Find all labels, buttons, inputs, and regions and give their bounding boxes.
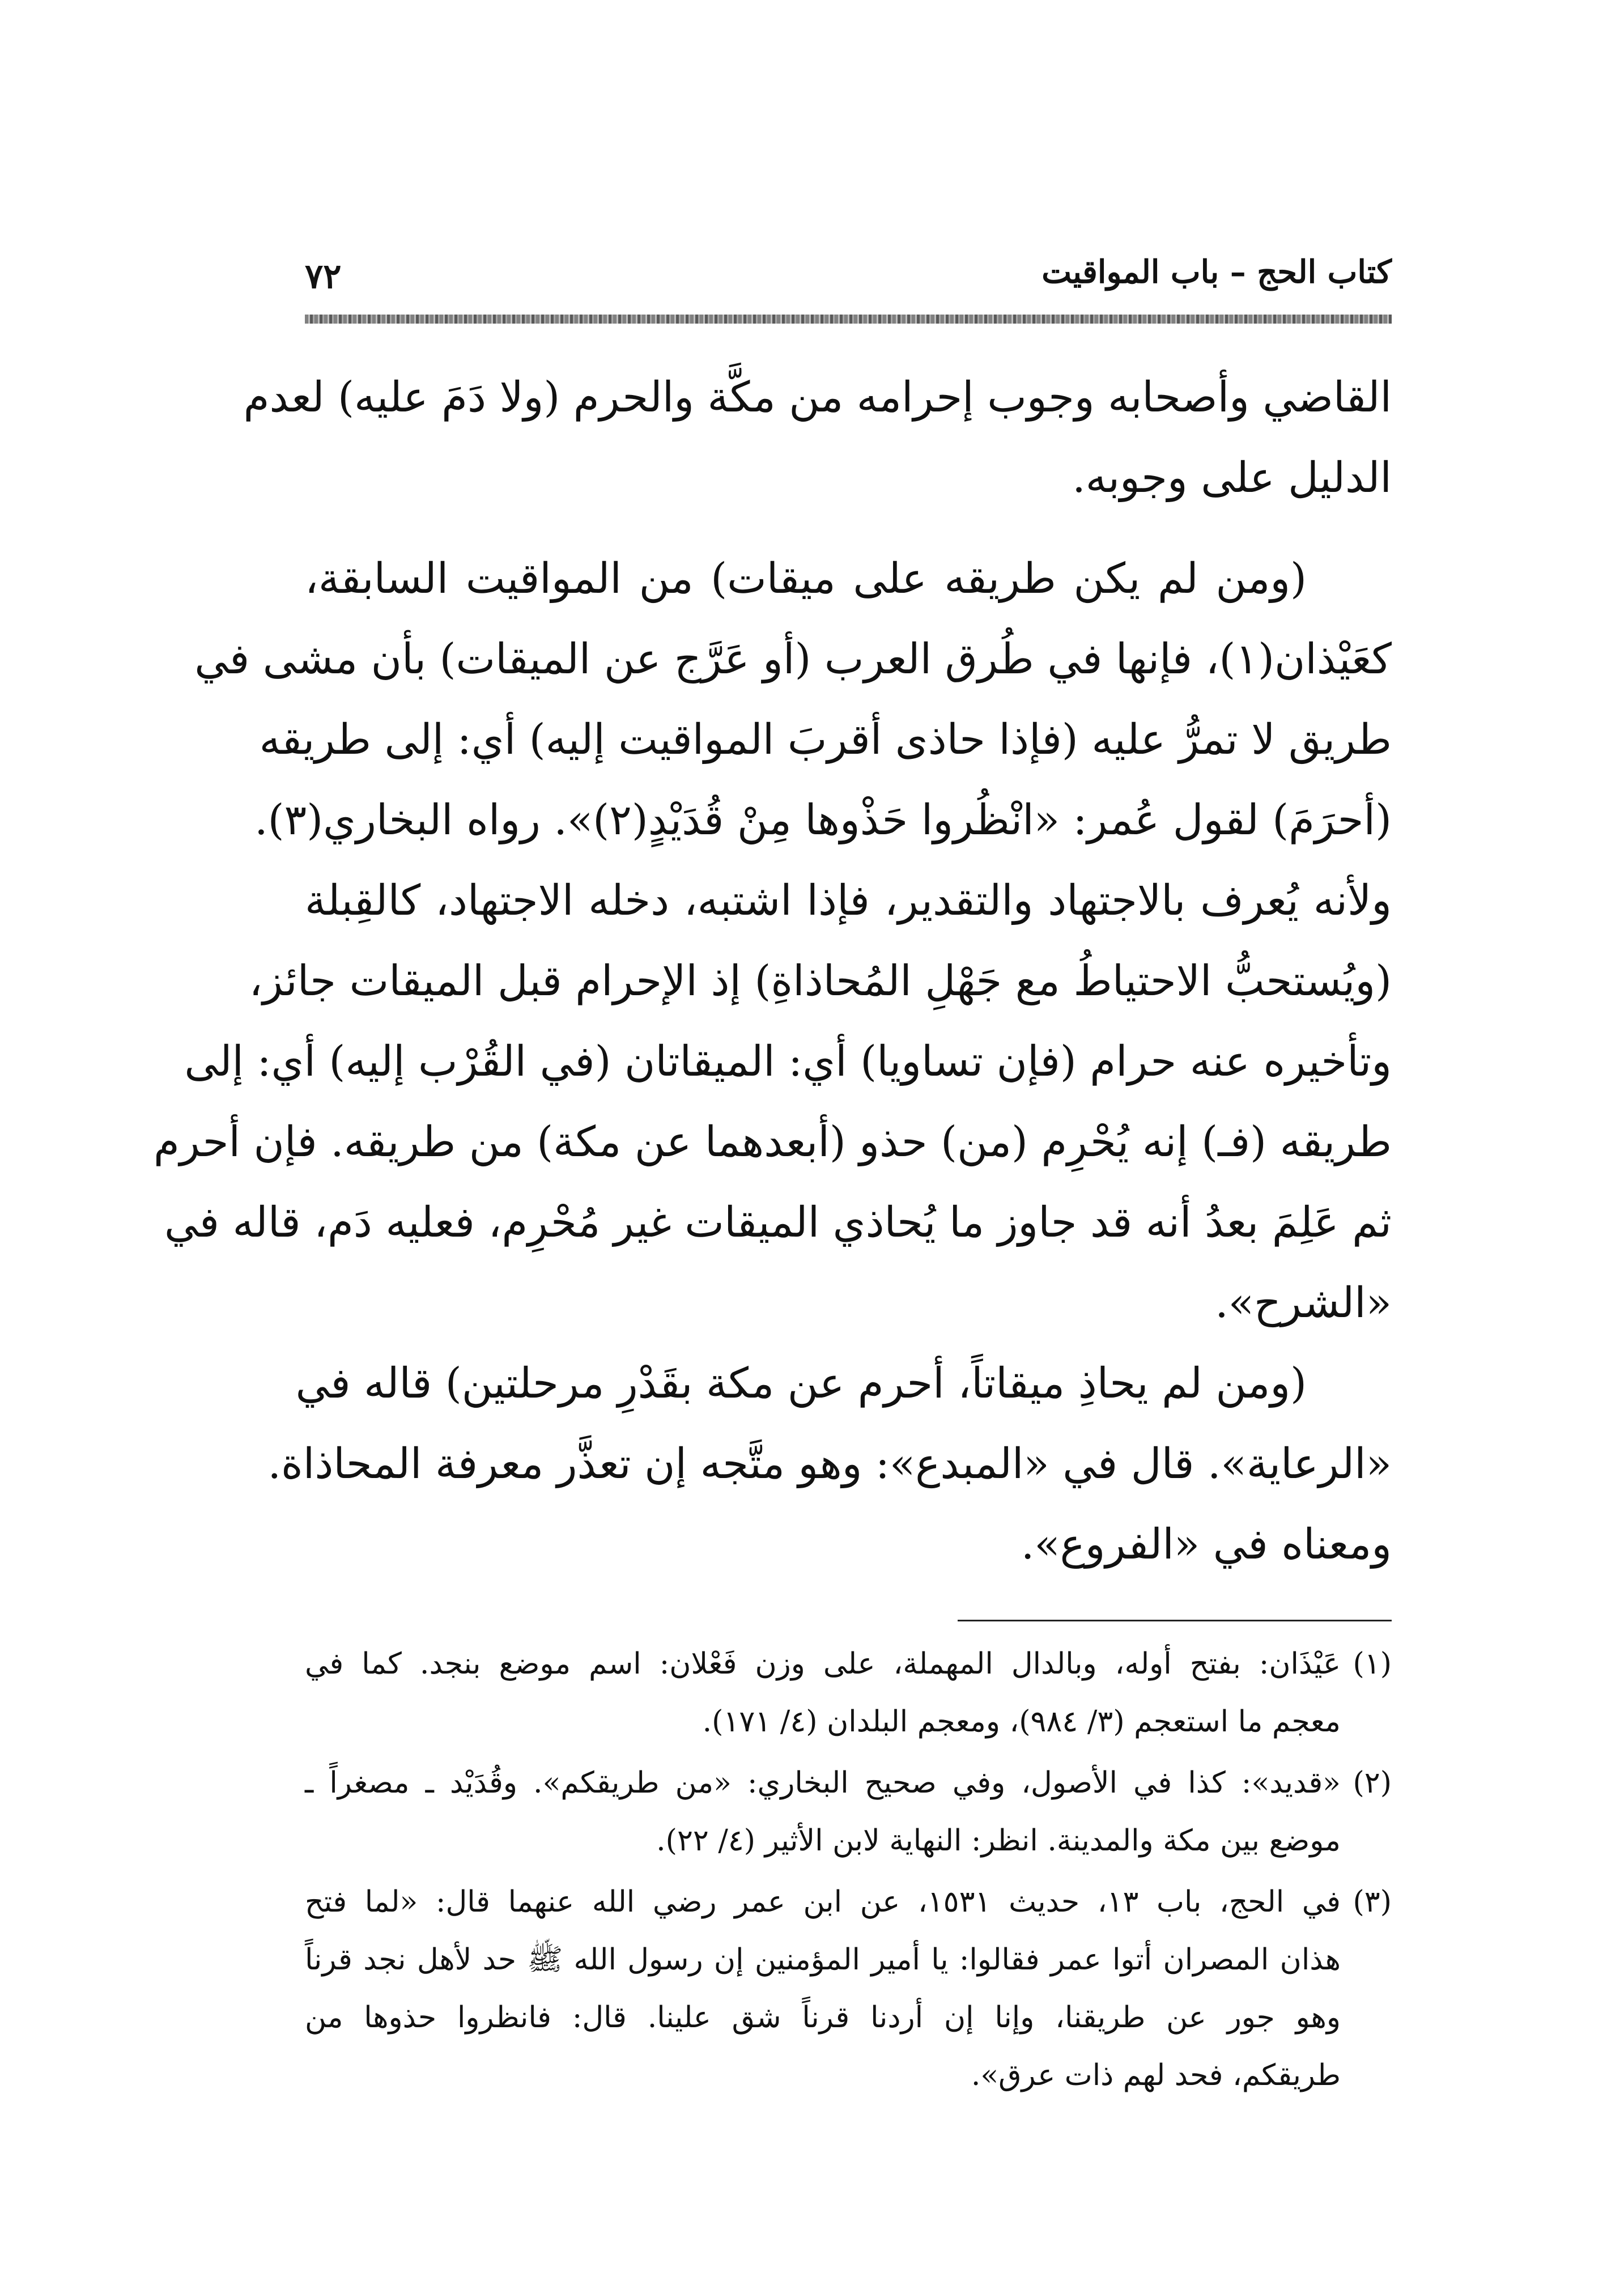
text-line: الدليل على وجوبه. bbox=[1072, 453, 1392, 502]
footnote-line: عَيْذَان: بفتح أوله، وبالدال المهملة، على وزن فَعْلان: اسم موضع بنجد. كما في bbox=[305, 1647, 1341, 1681]
footnote-line: هذان المصران أتوا عمر فقالوا: يا أمير المؤمنين إن رسول الله ﷺ حد لأهل نجد قرناً bbox=[305, 1943, 1341, 1977]
footnote-separator bbox=[958, 1620, 1392, 1621]
text-line: «الرعاية». قال في «المبدع»: وهو متَّجه إن تعذَّر معرفة المحاذاة. bbox=[267, 1440, 1392, 1488]
text-line: (أحرَمَ) لقول عُمر: «انْظُروا حَذْوها مِنْ قُدَيْدٍ(٢)». رواه البخاري(٣). bbox=[254, 796, 1392, 844]
footnotes bbox=[305, 1635, 1392, 2108]
text-line: وتأخيره عنه حرام (فإن تساويا) أي: الميقاتان (في القُرْب إليه) أي: إلى bbox=[184, 1037, 1392, 1086]
footnote-number: (٣) bbox=[1353, 1885, 1392, 1919]
footnote-line: «قديد»: كذا في الأصول، وفي صحيح البخاري: «من طريقكم». وقُدَيْد ـ مصغراً ـ bbox=[305, 1766, 1341, 1800]
main-text bbox=[154, 357, 1392, 1585]
header-rule bbox=[305, 315, 1392, 324]
footnote-2 bbox=[305, 1754, 1392, 1870]
footnote-line: موضع بين مكة والمدينة. انظر: النهاية لابن الأثير (٤/ ٢٢). bbox=[656, 1824, 1341, 1858]
text-line: ومعناه في «الفروع». bbox=[1021, 1520, 1392, 1569]
text-line: طريق لا تمرُّ عليه (فإذا حاذى أقربَ المواقيت إليه) أي: إلى طريقه bbox=[259, 715, 1392, 764]
text-line: كعَيْذان(١)، فإنها في طُرق العرب (أو عَرَّج عن الميقات) بأن مشى في bbox=[194, 635, 1392, 683]
footnote-line: في الحج، باب ١٣، حديث ١٥٣١، عن ابن عمر رضي الله عنهما قال: «لما فتح bbox=[305, 1885, 1341, 1919]
text-line: (ويُستحبُّ الاحتياطُ مع جَهْلِ المُحاذاةِ) إذ الإحرام قبل الميقات جائز، bbox=[249, 957, 1392, 1005]
paragraph-start-line: (ومن لم يحاذِ ميقاتاً، أحرم عن مكة بقَدْرِ مرحلتين) قاله في bbox=[295, 1359, 1307, 1408]
footnote-number: (٢) bbox=[1353, 1766, 1392, 1800]
footnote-number: (١) bbox=[1353, 1647, 1392, 1681]
text-line: «الشرح». bbox=[1215, 1279, 1392, 1327]
page-number: ٧٢ bbox=[305, 257, 342, 296]
footnote-line: وهو جور عن طريقنا، وإنا إن أردنا قرناً شق علينا. قال: فانظروا حذوها من bbox=[305, 2001, 1341, 2035]
footnote-3 bbox=[305, 1873, 1392, 2104]
text-line: طريقه (فـ) إنه يُحْرِم (من) حذو (أبعدهما عن مكة) من طريقه. فإن أحرم bbox=[154, 1118, 1392, 1166]
running-header bbox=[305, 249, 1392, 300]
text-line: ثم عَلِمَ بعدُ أنه قد جاوز ما يُحاذي الميقات غير مُحْرِم، فعليه دَم، قاله في bbox=[164, 1198, 1392, 1247]
footnote-1 bbox=[305, 1635, 1392, 1751]
text-line: القاضي وأصحابه وجوب إحرامه من مكَّة والحرم (ولا دَمَ عليه) لعدم bbox=[243, 373, 1392, 422]
text-line: ولأنه يُعرف بالاجتهاد والتقدير، فإذا اشتبه، دخله الاجتهاد، كالقِبلة bbox=[305, 876, 1392, 925]
footnote-line: معجم ما استعجم (٣/ ٩٨٤)، ومعجم البلدان (٤/ ١٧١). bbox=[702, 1705, 1341, 1739]
chapter-title: كتاب الحج – باب المواقيت bbox=[1041, 253, 1392, 291]
paragraph-start-line: (ومن لم يكن طريقه على ميقات) من المواقيت السابقة، bbox=[305, 554, 1307, 603]
footnote-line: طريقكم، فحد لهم ذات عرق». bbox=[971, 2058, 1341, 2092]
